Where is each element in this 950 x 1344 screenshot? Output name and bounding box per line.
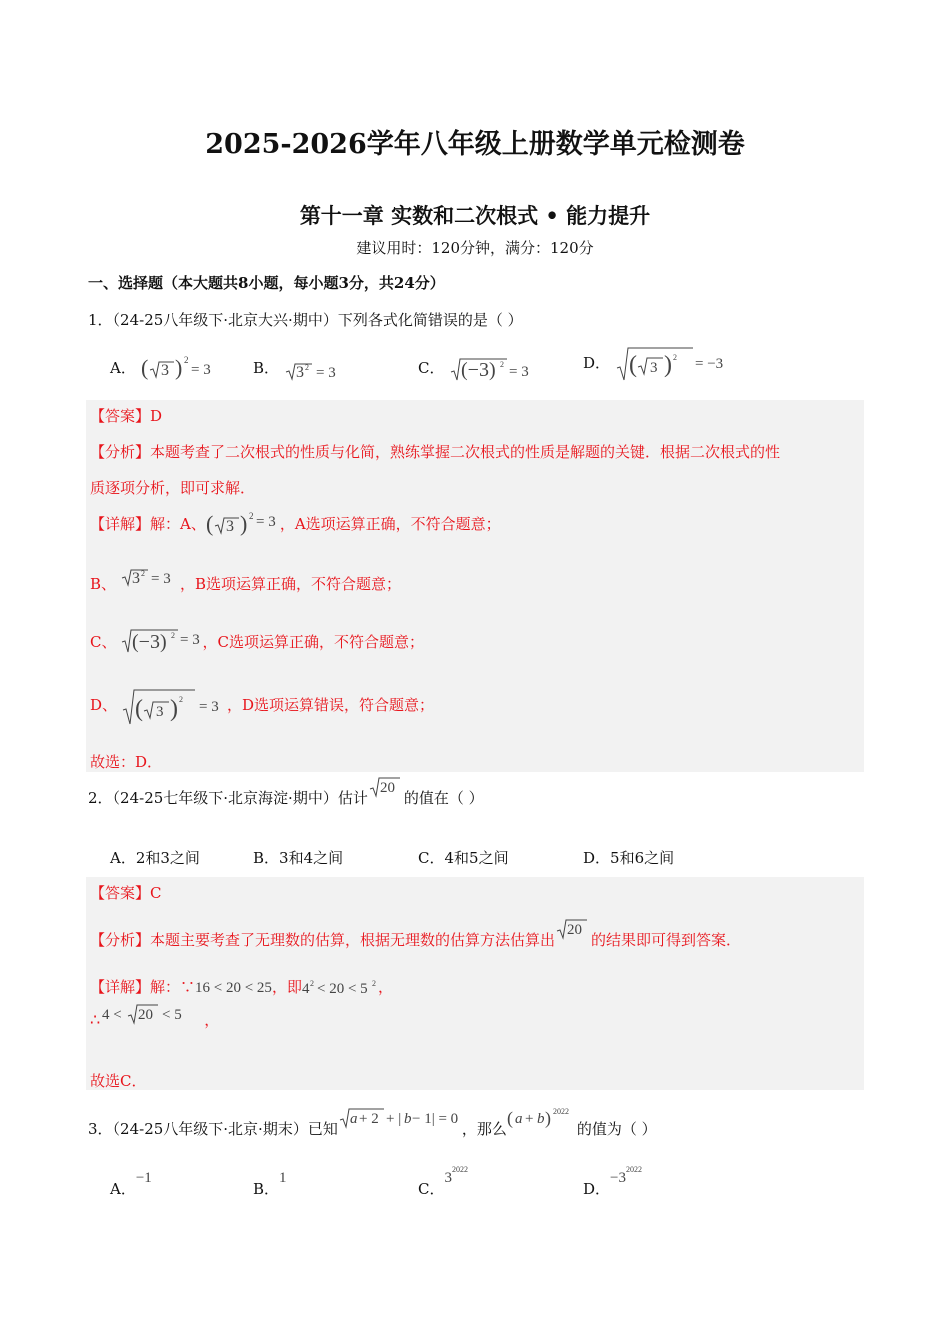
svg-text:2: 2 [141, 569, 146, 578]
q1-answer: 【答案】D [90, 407, 163, 425]
analysis-pre: 【分析】本题主要考查了无理数的估算，根据无理数的估算方法估算出 [90, 931, 556, 949]
svg-text:2: 2 [248, 511, 254, 521]
svg-text:): ) [663, 352, 672, 378]
q3-option-c [418, 1165, 468, 1199]
time-score-info: 建议用时：120分钟，满分：120分 [356, 239, 594, 257]
q1-option-b [253, 356, 348, 382]
detail-text: ，C选项运算正确，不符合题意； [202, 633, 424, 651]
svg-text:a: a [514, 1111, 523, 1127]
svg-text:= 3: = 3 [255, 514, 276, 530]
option-label: C． [418, 359, 445, 377]
svg-text:3: 3 [225, 518, 234, 535]
q1-detail-c-formula [116, 628, 202, 658]
q1-option-c-formula [449, 356, 535, 382]
svg-text:= 3: = 3 [190, 362, 211, 378]
detail-label: 【详解】解：A、 [90, 515, 206, 533]
question-number: 3． [88, 1120, 113, 1138]
option-label: A． [110, 359, 136, 377]
q1-detail-c [90, 628, 424, 658]
svg-text:< 20 < 5: < 20 < 5 [316, 981, 368, 997]
detail-label: D、 [90, 696, 118, 714]
option-label: C． [418, 1180, 445, 1198]
svg-text:(−3): (−3) [132, 631, 168, 653]
option-value: 1 [279, 1170, 287, 1186]
detail-label: B、 [90, 575, 117, 593]
svg-text:+: + [524, 1111, 534, 1127]
q1-detail-d [90, 686, 434, 726]
option-exponent: 2022 [626, 1165, 642, 1174]
svg-text:= 3: = 3 [151, 571, 171, 587]
svg-text:(: ( [140, 356, 148, 380]
q3-option-b [253, 1170, 287, 1199]
q2-option-c: C．4和5之间 [418, 849, 509, 867]
option-label: D． [583, 1180, 611, 1198]
option-value: −1 [135, 1170, 152, 1186]
svg-text:20: 20 [138, 1007, 154, 1023]
q1-option-d-formula [615, 346, 740, 382]
q2-detail [90, 976, 393, 999]
q2-solution-box [86, 877, 864, 1090]
svg-text:= 3: = 3 [315, 365, 336, 381]
detail-mid: ，即 [271, 978, 302, 996]
svg-text:): ) [170, 696, 179, 722]
svg-text:2: 2 [500, 360, 505, 369]
svg-text:3: 3 [160, 362, 169, 379]
svg-text:< 5: < 5 [162, 1007, 182, 1023]
detail-end: ， [377, 978, 393, 996]
q2-analysis [90, 922, 742, 950]
question-1 [88, 309, 523, 330]
q2-analysis-sqrt20 [555, 917, 591, 947]
svg-text:3: 3 [649, 360, 658, 376]
q1-detail-b [90, 568, 401, 602]
question-number: 2． [88, 789, 113, 807]
q1-detail-b-formula [116, 568, 180, 602]
option-label: B． [253, 359, 280, 377]
q1-detail-d-formula [117, 686, 227, 726]
detail-text: ，A选项运算正确，不符合题意； [279, 515, 501, 533]
q2-option-d: D．5和6之间 [583, 849, 675, 867]
option-label: B． [253, 1180, 280, 1198]
q3-exponent: 2022 [552, 1107, 569, 1116]
section-heading: 一、选择题（本大题共8小题，每小题3分，共24分） [88, 274, 445, 292]
question-stem: （24-25八年级下·北京大兴·期中）下列各式化简错误的是（ ） [112, 311, 523, 329]
question-3 [88, 1107, 657, 1139]
option-label: A． [110, 1180, 136, 1198]
q1-option-d [583, 346, 740, 382]
svg-text:2: 2 [304, 363, 309, 372]
svg-text:4: 4 [301, 981, 310, 997]
q1-solution-box [86, 400, 864, 772]
q2-sqrt20 [368, 775, 404, 805]
svg-text:20: 20 [567, 922, 583, 938]
svg-text:4 <: 4 < [102, 1007, 122, 1023]
q1-option-b-formula [284, 356, 348, 382]
svg-text:): ) [174, 356, 182, 380]
q3-expression [507, 1106, 577, 1136]
q3-option-d [583, 1165, 642, 1199]
q1-option-a-formula [141, 356, 221, 382]
svg-text:2: 2 [183, 356, 189, 365]
detail-text: ，D选项运算错误，符合题意； [227, 696, 435, 714]
q2-option-a: A．2和3之间 [110, 849, 200, 867]
question-stem-post: 的值为（ ） [576, 1120, 657, 1138]
svg-text:= 3: = 3 [199, 699, 219, 715]
question-stem-mid: ，那么 [461, 1120, 507, 1138]
detail-inequality: 16 < 20 < 25 [195, 980, 272, 996]
q2-answer: 【答案】C [90, 884, 162, 902]
option-label: D． [583, 354, 611, 372]
detail-text: ，B选项运算正确，不符合题意； [180, 575, 402, 593]
option-value: −3 [610, 1170, 626, 1186]
svg-text:= 3: = 3 [509, 364, 529, 380]
svg-text:(: ( [506, 1108, 513, 1128]
detail-label: 【详解】解：∵ [90, 978, 196, 996]
svg-text:+ 2: + 2 [358, 1111, 379, 1127]
comma: ， [204, 1011, 220, 1029]
svg-text:b: b [403, 1111, 412, 1127]
svg-text:): ) [544, 1108, 551, 1128]
question-2 [88, 780, 484, 808]
option-exponent: 2022 [451, 1165, 468, 1174]
svg-text:): ) [239, 511, 248, 536]
svg-text:(: ( [135, 696, 144, 722]
svg-text:a: a [349, 1111, 358, 1127]
document-title: 2025-2026学年八年级上册数学单元检测卷 [205, 129, 745, 160]
question-stem-post: 的值在（ ） [403, 789, 484, 807]
svg-text:2: 2 [309, 979, 314, 988]
svg-text:20: 20 [379, 780, 395, 796]
question-stem-pre: （24-25七年级下·北京海淀·期中）估计 [112, 789, 368, 807]
svg-text:(−3): (−3) [461, 359, 496, 381]
svg-text:2: 2 [179, 695, 184, 704]
svg-text:(: ( [628, 352, 637, 378]
svg-text:2: 2 [672, 353, 677, 362]
q1-option-a [110, 356, 221, 382]
q1-detail-a [90, 510, 501, 540]
q1-option-c [418, 356, 535, 382]
q1-conclusion: 故选：D． [90, 753, 163, 771]
svg-text:3: 3 [295, 364, 304, 381]
svg-text:(: ( [205, 511, 214, 536]
q3-option-a [110, 1170, 152, 1199]
svg-text:2: 2 [371, 979, 376, 988]
detail-label: C、 [90, 633, 117, 651]
q1-detail-a-formula [206, 510, 280, 540]
svg-text:− 1| = 0: − 1| = 0 [411, 1111, 458, 1127]
option-value: 3 [444, 1170, 452, 1186]
question-stem-pre: （24-25八年级下·北京·期末）已知 [112, 1120, 338, 1138]
svg-text:2: 2 [171, 631, 176, 640]
q2-therefore-formula [100, 999, 204, 1033]
question-number: 1． [88, 311, 113, 329]
q1-analysis-line-1: 【分析】本题考查了二次根式的性质与化简，熟练掌握二次根式的性质是解题的关键．根据二次根式的性 [90, 443, 781, 461]
therefore-symbol: ∴ [90, 1010, 101, 1029]
q2-therefore [90, 1009, 219, 1033]
q2-detail-formula [302, 977, 378, 999]
svg-text:3: 3 [156, 704, 164, 720]
q2-conclusion: 故选C． [90, 1072, 147, 1090]
q1-analysis-line-2: 质逐项分析，即可求解． [90, 479, 256, 497]
analysis-post: 的结果即可得到答案． [591, 931, 742, 949]
q2-option-b: B．3和4之间 [253, 849, 344, 867]
svg-text:3: 3 [132, 570, 141, 587]
svg-text:= −3: = −3 [694, 356, 723, 372]
svg-text:= 3: = 3 [180, 632, 201, 648]
svg-text:b: b [536, 1111, 545, 1127]
chapter-title: 第十一章 实数和二次根式 • 能力提升 [299, 203, 651, 228]
q3-condition-formula [338, 1106, 462, 1136]
svg-text:+ |: + | [385, 1111, 402, 1127]
